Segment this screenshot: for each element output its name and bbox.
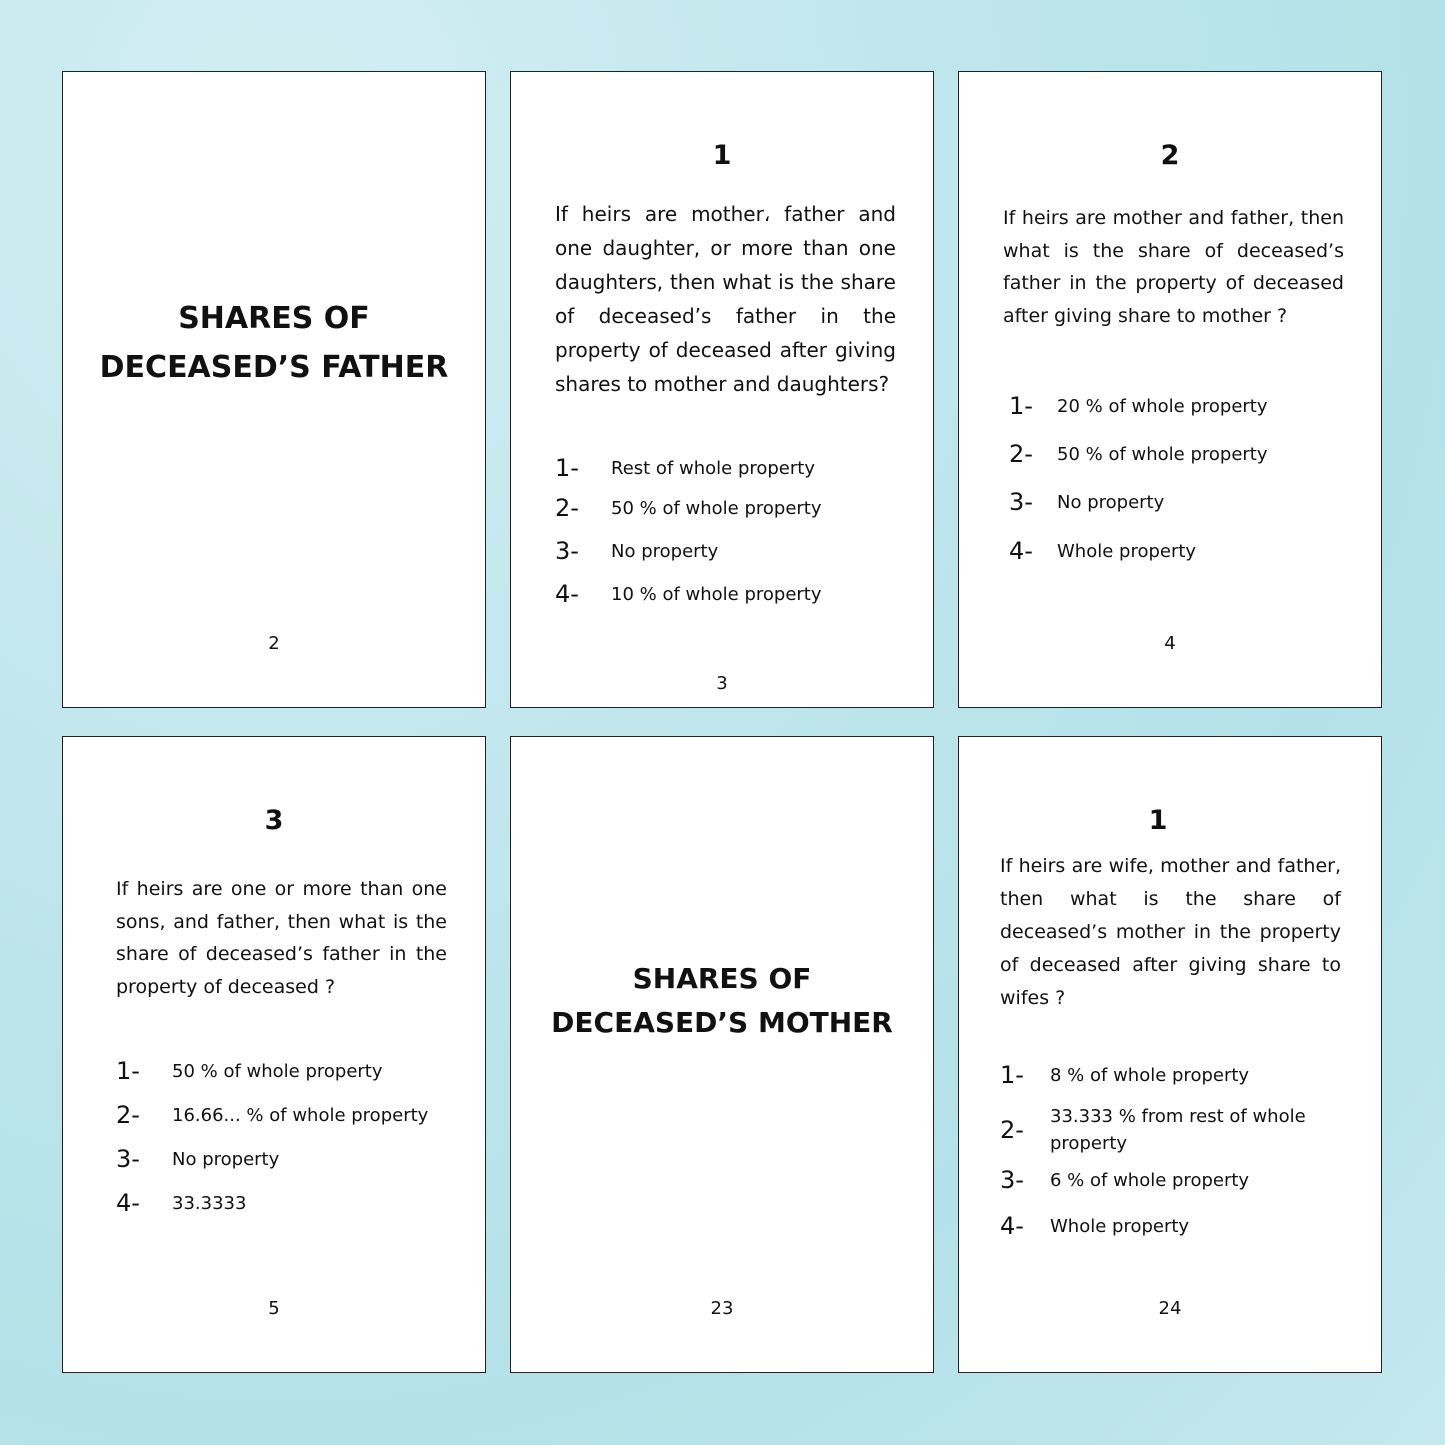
section-title-line-2: DECEASED’S MOTHER (551, 1006, 893, 1039)
option-2[interactable] (1000, 1103, 1330, 1157)
option-text: Whole property (1050, 1215, 1190, 1237)
option-number: 2- (1000, 1116, 1024, 1144)
option-number: 4- (116, 1189, 140, 1217)
option-1[interactable] (555, 454, 815, 482)
option-number: 2- (555, 494, 579, 522)
option-4[interactable] (1000, 1212, 1189, 1240)
page-3-card (510, 71, 934, 708)
option-text: 6 % of whole property (1050, 1169, 1250, 1191)
option-text: No property (611, 540, 719, 562)
page-24-card (958, 736, 1382, 1373)
option-text: 50 % of whole property (611, 497, 822, 519)
option-number: 3- (116, 1145, 140, 1173)
option-number: 4- (1000, 1212, 1024, 1240)
question-number: 1 (1148, 805, 1168, 836)
option-number: 4- (1009, 537, 1033, 565)
question-text: If heirs are one or more than one sons, and father, then what is the share of deceased’s father in the property of deceased ? (116, 878, 447, 998)
page-2-card (62, 71, 486, 708)
option-4[interactable] (116, 1189, 246, 1217)
section-title (511, 957, 933, 1045)
option-2[interactable] (555, 494, 822, 522)
section-title (63, 294, 485, 392)
option-number: 2- (116, 1101, 140, 1129)
question-text: If heirs are mother، father and one daughter, or more than one daughters, then what is the share of deceased’s father in the property of deceased after giving shares to mother and daughters? (555, 202, 896, 396)
option-2[interactable] (116, 1101, 428, 1129)
option-text: 20 % of whole property (1057, 395, 1268, 417)
option-text: 33.333 % from rest of whole property (1050, 1106, 1306, 1154)
option-3[interactable] (1009, 488, 1164, 516)
option-text: 50 % of whole property (172, 1060, 383, 1082)
option-2[interactable] (1009, 440, 1268, 468)
option-number: 1- (116, 1057, 140, 1085)
question-text: If heirs are mother and father, then what is the share of deceased’s father in the property of deceased after giving share to mother ? (1003, 207, 1344, 327)
option-number: 1- (1009, 392, 1033, 420)
question-number: 2 (1160, 140, 1180, 171)
page-number: 24 (1158, 1298, 1182, 1319)
option-4[interactable] (555, 580, 822, 608)
page-number: 3 (716, 673, 728, 694)
page-5-card (62, 736, 486, 1373)
option-4[interactable] (1009, 537, 1196, 565)
option-number: 1- (1000, 1061, 1024, 1089)
option-text: 50 % of whole property (1057, 443, 1268, 465)
option-3[interactable] (116, 1145, 279, 1173)
question-number: 3 (264, 805, 284, 836)
option-3[interactable] (1000, 1166, 1249, 1194)
option-number: 4- (555, 580, 579, 608)
option-number: 1- (555, 454, 579, 482)
page-23-card (510, 736, 934, 1373)
option-3[interactable] (555, 537, 718, 565)
option-text: 10 % of whole property (611, 583, 822, 605)
page-4-card (958, 71, 1382, 708)
option-text: No property (172, 1148, 280, 1170)
option-text: Whole property (1057, 540, 1197, 562)
option-text: 33.3333 (172, 1192, 247, 1214)
section-title-line-2: DECEASED’S FATHER (99, 350, 449, 385)
section-title-line-1: SHARES OF (178, 301, 370, 336)
option-1[interactable] (116, 1057, 383, 1085)
section-title-line-1: SHARES OF (632, 962, 812, 995)
question-number: 1 (712, 140, 732, 171)
page-number: 23 (710, 1298, 734, 1319)
page-number: 5 (268, 1298, 280, 1319)
option-number: 2- (1009, 440, 1033, 468)
option-1[interactable] (1000, 1061, 1249, 1089)
option-number: 3- (555, 537, 579, 565)
question-text: If heirs are wife, mother and father, then what is the share of deceased’s mother in the property of deceased after giving share to wifes ? (1000, 855, 1341, 1009)
option-text: Rest of whole property (611, 457, 815, 479)
option-text: No property (1057, 491, 1165, 513)
option-number: 3- (1000, 1166, 1024, 1194)
page-number: 4 (1164, 633, 1176, 654)
option-number: 3- (1009, 488, 1033, 516)
page-number: 2 (268, 633, 280, 654)
option-1[interactable] (1009, 392, 1268, 420)
option-text: 16.66... % of whole property (172, 1104, 429, 1126)
option-text: 8 % of whole property (1050, 1064, 1250, 1086)
